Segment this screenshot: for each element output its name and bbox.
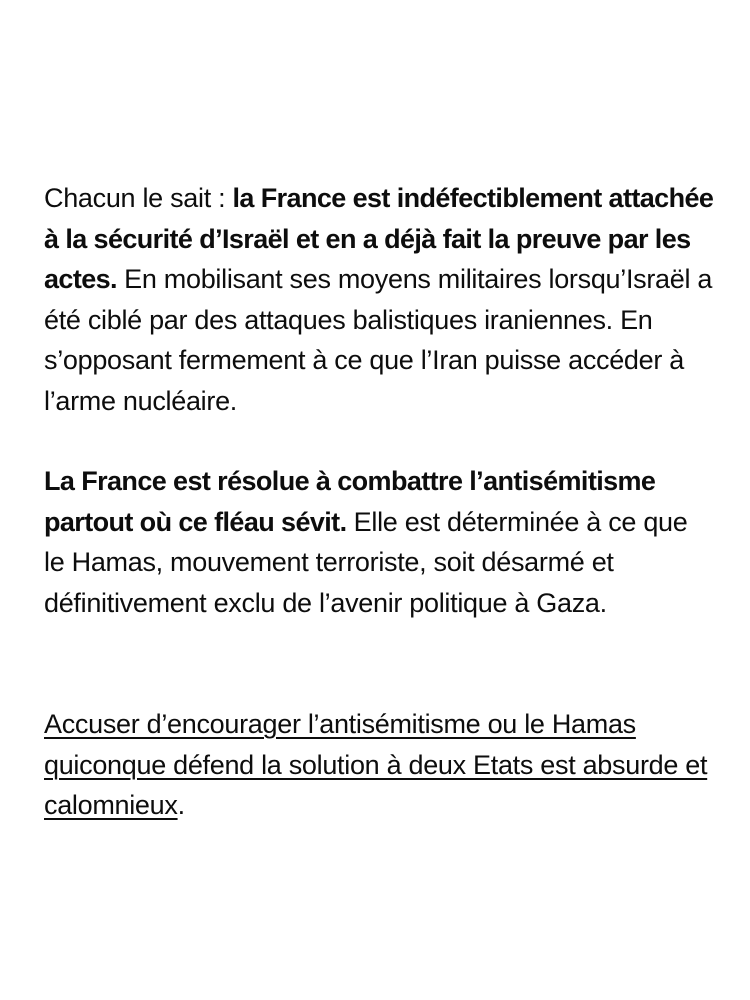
paragraph-end-punctuation: .: [177, 790, 185, 820]
paragraph-bold-statement: La France est résolue à combattre l’antisémitisme partout où ce fléau sévit.: [44, 466, 656, 537]
paragraph-body: Elle est déterminée à ce que le Hamas, mouvement terroriste, soit désarmé et définitivement exclu de l’avenir politique à Gaza.: [44, 506, 688, 618]
underlined-statement: Accuser d’encourager l’antisémitisme ou le Hamas quiconque défend la solution à deux Etats est absurde et calomnieux: [44, 709, 708, 820]
paragraph-antisemitism: [44, 461, 714, 623]
paragraph-two-state-solution: [44, 704, 714, 826]
paragraph-bold-statement: la France est indéfectiblement attachée à la sécurité d’Israël et en a déjà fait la preuve par les actes.: [44, 183, 714, 294]
paragraph-security-commitment: [44, 178, 714, 421]
paragraph-intro: Chacun le sait :: [44, 183, 233, 213]
paragraph-body: En mobilisant ses moyens militaires lorsqu’Israël a été ciblé par des attaques balistiques iraniennes. En s’opposant fermement à ce que l’Iran puisse accéder à l’arme nucléaire.: [44, 264, 713, 416]
